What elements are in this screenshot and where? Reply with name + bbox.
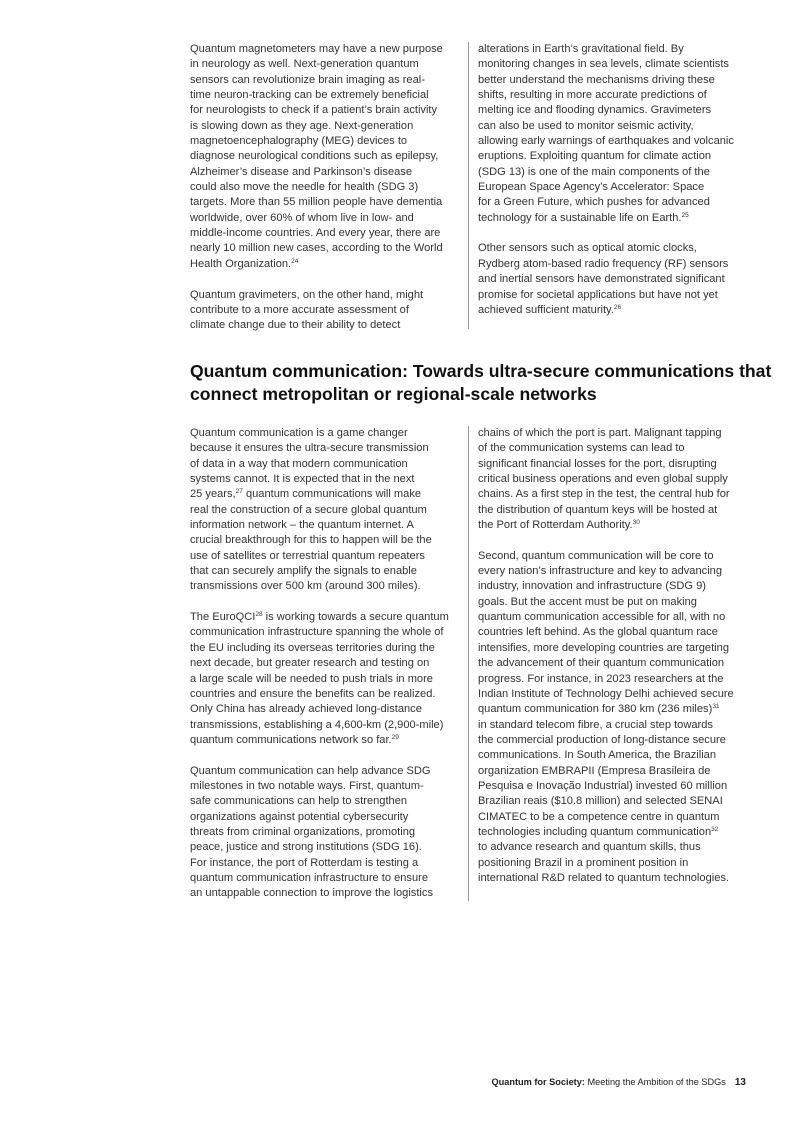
text-line: Quantum communication is a game changer (190, 427, 408, 439)
text-line: (SDG 13) is one of the main components of the (478, 165, 710, 178)
text-line: industry, innovation and infrastructure (SDG 9) (478, 580, 706, 593)
text-line: could also move the needle for health (SDG 3) (190, 181, 419, 194)
text-line: next decade, but greater research and testing on (190, 657, 430, 670)
text-line (478, 825, 748, 840)
text-line: communication infrastructure spanning the whole of (190, 626, 444, 639)
text-line: in neurology as well. Next-generation quantum (190, 58, 419, 71)
paragraph (478, 241, 748, 318)
text-line: the distribution of quantum keys will be hosted at (478, 503, 718, 516)
text-line: nearly 10 million new cases, according to the World (190, 242, 443, 255)
text-line: Indian Institute of Technology Delhi achieved secure (478, 687, 734, 700)
text-segment: quantum communications network so far. (190, 733, 392, 746)
text-segment: technologies including quantum communication (478, 825, 712, 838)
text-line: significant financial losses for the port, disrupting (478, 457, 717, 470)
text-segment: quantum communications will make (242, 488, 422, 501)
text-line: for a Green Future, which pushes for advanced (478, 196, 710, 209)
text-segment: the Port of Rotterdam Authority. (478, 519, 633, 532)
text-line: because it ensures the ultra-secure transmission (190, 442, 429, 455)
text-line: alterations in Earth’s gravitational field. By (478, 43, 684, 55)
text-line: magnetoencephalography (MEG) devices to (190, 135, 408, 148)
text-line: Quantum communication can help advance SDG (190, 764, 431, 777)
text-line: allowing early warnings of earthquakes and volcanic (478, 135, 734, 148)
text-line: Only China has already achieved long-distance (190, 703, 422, 716)
column-divider (468, 426, 469, 901)
page-number: 13 (734, 1077, 746, 1088)
text-line: can also be used to monitor seismic activity, (478, 119, 694, 132)
text-line: countries left behind. As the global quantum race (478, 626, 718, 639)
text-line (190, 257, 460, 272)
text-line: European Space Agency’s Accelerator: Space (478, 181, 705, 194)
text-line: systems cannot. It is expected that in the next (190, 473, 415, 486)
text-line: Other sensors such as optical atomic clocks, (478, 242, 697, 255)
text-line (478, 702, 748, 717)
text-line: diagnose neurological conditions such as epilepsy, (190, 150, 439, 163)
text-line: goals. But the accent must be put on making (478, 595, 697, 608)
text-line (190, 487, 460, 502)
text-line: the commercial production of long-distance secure (478, 733, 726, 746)
footer-title-rest: Meeting the Ambition of the SDGs (584, 1077, 726, 1087)
footnote-ref: 31 (712, 703, 720, 711)
heading-line: connect metropolitan or regional-scale networks (190, 383, 597, 404)
text-line: quantum communication accessible for all, with no (478, 611, 726, 624)
text-line: chains of which the port is part. Malignant tapping (478, 427, 722, 439)
text-segment: 25 years, (190, 488, 236, 501)
text-line: the advancement of their quantum communication (478, 657, 725, 670)
text-line: an untappable connection to improve the logistics (190, 887, 433, 900)
text-line: CIMATEC to be a competence centre in quantum (478, 810, 720, 823)
text-line: every nation’s infrastructure and key to advancing (478, 565, 722, 578)
text-segment: quantum communication for 380 km (236 miles) (478, 703, 713, 716)
text-segment: achieved sufficient maturity. (478, 303, 614, 316)
text-line: transmissions, establishing a 4,600-km (2,900-mile) (190, 718, 444, 731)
text-line: international R&D related to quantum technologies. (478, 871, 729, 884)
text-line: of the communication systems can lead to (478, 442, 685, 455)
page-footer (492, 1076, 747, 1089)
section1-right-column (478, 42, 748, 318)
text-line: Second, quantum communication will be core to (478, 549, 714, 562)
text-line: milestones in two notable ways. First, quantum- (190, 779, 424, 792)
text-line: middle-income countries. And every year, there are (190, 227, 441, 240)
text-segment: technology for a sustainable life on Earth. (478, 211, 682, 224)
text-line: Brazilian reais ($10.8 million) and selected SENAI (478, 795, 723, 808)
text-line: shifts, resulting in more accurate predictions of (478, 89, 707, 102)
text-line: peace, justice and strong institutions (SDG 16). (190, 841, 422, 854)
text-line: of data in a way that modern communication (190, 457, 408, 470)
footnote-ref: 30 (632, 519, 640, 527)
text-line: promise for societal applications but have not yet (478, 288, 718, 301)
text-line: Alzheimer’s disease and Parkinson’s disease (190, 165, 412, 178)
text-segment: The EuroQCI (190, 611, 256, 624)
text-line: time neuron-tracking can be extremely beneficial (190, 89, 429, 102)
footnote-ref: 32 (711, 825, 719, 833)
text-line (190, 610, 460, 625)
text-line (478, 211, 748, 226)
text-line: threats from criminal organizations, promoting (190, 825, 416, 838)
text-line: Pesquisa e Inovação Industrial) invested 60 million (478, 779, 728, 792)
text-line: the EU including its overseas territories during the (190, 641, 435, 654)
text-line: and inertial sensors have demonstrated significant (478, 273, 725, 286)
text-line: information network – the quantum internet. A (190, 519, 414, 532)
column-divider (468, 42, 469, 329)
text-line: use of satellites or terrestrial quantum repeaters (190, 549, 425, 562)
paragraph (190, 764, 460, 902)
text-segment: is working towards a secure quantum (262, 611, 449, 624)
footer-title-bold: Quantum for Society: (491, 1077, 585, 1087)
section2-left-column (190, 426, 460, 902)
paragraph (478, 42, 748, 226)
text-line: Quantum magnetometers may have a new purpose (190, 43, 443, 55)
paragraph (478, 426, 748, 533)
text-line: transmissions over 500 km (around 300 miles). (190, 580, 421, 593)
paragraph (190, 42, 460, 272)
text-line: monitoring changes in sea levels, climate scientists (478, 58, 729, 71)
text-line (478, 303, 748, 318)
text-line: communications. In South America, the Brazilian (478, 749, 717, 762)
text-line: positioning Brazil in a prominent position in (478, 856, 689, 869)
text-line: climate change due to their ability to detect (190, 319, 401, 332)
text-line: For instance, the port of Rotterdam is testing a (190, 856, 419, 869)
text-line: that can securely amplify the signals to enable (190, 565, 417, 578)
paragraph (190, 610, 460, 748)
footnote-ref: 26 (613, 303, 622, 311)
heading-line: Quantum communication: Towards ultra-secure communications that (190, 361, 772, 381)
text-line: melting ice and flooding dynamics. Gravimeters (478, 104, 712, 117)
text-line: organizations against potential cybersecurity (190, 810, 409, 823)
footnote-ref: 29 (391, 733, 399, 741)
footnote-ref: 25 (681, 211, 689, 219)
text-line: eruptions. Exploiting quantum for climate action (478, 150, 712, 163)
text-line: progress. For instance, in 2023 researchers at the (478, 672, 724, 685)
text-line: worldwide, over 60% of whom live in low- and (190, 211, 414, 224)
section2-right-column (478, 426, 748, 886)
text-line: Rydberg atom-based radio frequency (RF) sensors (478, 257, 729, 270)
text-line: countries and ensure the benefits can be realized. (190, 687, 436, 700)
text-line (478, 518, 748, 533)
text-line: organization EMBRAPII (Empresa Brasileira de (478, 764, 711, 777)
text-line: quantum communication infrastructure to ensure (190, 871, 429, 884)
paragraph (190, 288, 460, 334)
text-line: a large scale will be needed to push trials in more (190, 672, 433, 685)
text-line: Quantum gravimeters, on the other hand, might (190, 288, 424, 301)
section1-left-column (190, 42, 460, 334)
text-line: is slowing down as they age. Next-generation (190, 119, 414, 132)
text-segment: Health Organization. (190, 257, 292, 270)
text-line: targets. More than 55 million people have dementia (190, 196, 443, 209)
footnote-ref: 27 (235, 488, 243, 496)
text-line: chains. As a first step in the test, the central hub for (478, 488, 730, 501)
text-line: crucial breakthrough for this to happen will be the (190, 534, 432, 547)
text-line: contribute to a more accurate assessment of (190, 303, 409, 316)
text-line: intensifies, more developing countries are targeting (478, 641, 729, 654)
text-line: sensors can revolutionize brain imaging as real- (190, 73, 425, 86)
footnote-ref: 28 (255, 611, 263, 619)
text-line (190, 733, 460, 748)
text-line: critical business operations and even global supply (478, 473, 728, 486)
paragraph (190, 426, 460, 595)
footnote-ref: 24 (291, 257, 299, 265)
paragraph (478, 549, 748, 887)
text-line: to advance research and quantum skills, thus (478, 841, 701, 854)
text-line: for neurologists to check if a patient’s brain activity (190, 104, 438, 117)
text-line: in standard telecom fibre, a crucial step towards (478, 718, 713, 731)
section-heading (190, 360, 772, 405)
text-line: better understand the mechanisms driving these (478, 73, 715, 86)
text-line: safe communications can help to strengthen (190, 795, 408, 808)
text-line: real the construction of a secure global quantum (190, 503, 427, 516)
